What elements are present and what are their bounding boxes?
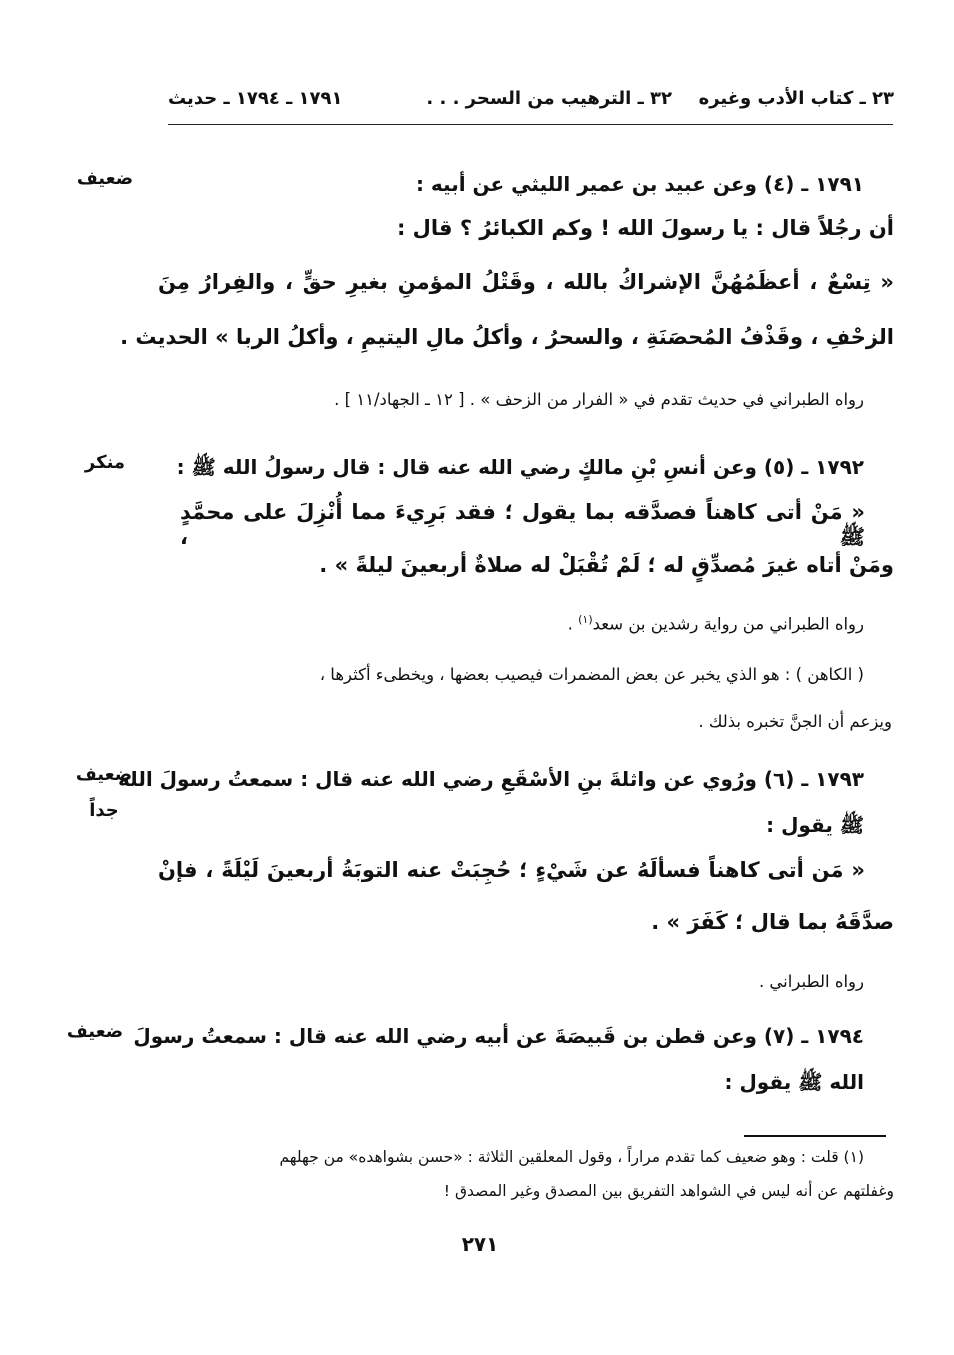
grade-label: ضعيف [76,168,134,189]
header-section: ٣٢ ـ الترهيب من السحر . . . [426,88,672,109]
header-chapter: ٢٣ ـ كتاب الأدب وغيره [698,88,894,109]
source-text: رواه الطبراني من رواية رشدين بن سعد [592,614,864,634]
hadith-text-line: الزحْفِ ، وقَذْفُ المُحصَنَةِ ، والسحرُ ، وأكلُ مالِ اليتيمِ ، وأكلُ الربا » الحديث . [120,325,894,349]
hadith-intro: ١٧٩٢ ـ (٥) وعن أنسِ بْنِ مالكٍ رضي الله عنه قال : قال رسولُ الله ﷺ : [176,455,864,479]
hadith-text-line: « تِسْعٌ ، أعظَمُهُنَّ الإشراكُ بالله ، وقَتْلُ المؤمنِ بغيرِ حقٍّ ، والفِرارُ مِنَ [158,270,894,294]
footnote-text: (١) قلت : وهو ضعيف كما تقدم مراراً ، وقول المعلقين الثلاثة : «حسن بشواهده» من جهلهم [279,1148,864,1166]
hadith-text-line: « مَن أتى كاهناً فسألَهُ عن شَيْءٍ ؛ حُجِبَتْ عنه التوبَةُ أربعينَ لَيْلَةً ، فإنْ [158,858,865,882]
hadith-intro: ١٧٩٣ ـ (٦) ورُوي عن واثلةَ بنِ الأسْقَعِ رضي الله عنه قال : سمعتُ رسولَ الله [118,767,864,791]
hadith-text-line: أن رجُلاً قال : يا رسولَ الله ! وكم الكبائرُ ؟ قال : [396,216,894,240]
header-hadith-range: ١٧٩١ ـ ١٧٩٤ ـ حديث [168,88,343,109]
gloss-text: ويزعم أن الجنَّ تخبره بذلك . [698,712,892,731]
hadith-intro: ١٧٩١ ـ (٤) وعن عبيد بن عمير الليثي عن أبيه : [415,172,864,196]
grade-label: ضعيف [66,1021,124,1042]
footnote-rule [744,1135,886,1137]
hadith-intro: ﷺ يقول : [766,813,864,837]
footnote-reference[interactable]: (١) [578,613,593,626]
hadith-intro: ١٧٩٤ ـ (٧) وعن قطن بن قَبيصَةَ عن أبيه رضي الله عنه قال : سمعتُ رسولَ [133,1024,864,1048]
hadith-text-line: ومَنْ أتاه غيرَ مُصدِّقٍ له ؛ لَمْ تُقْبَلْ له صلاةٌ أربعينَ ليلةً » . [319,553,894,577]
gloss-text: ( الكاهن ) : هو الذي يخبر عن بعض المضمرات فيصيب بعضها ، ويخطىء أكثرها ، [319,665,864,684]
grade-label: ضعيف [75,764,133,785]
grade-label: منكر [84,452,126,473]
hadith-source: رواه الطبراني في حديث تقدم في « الفرار من الزحف » . [ ١٢ ـ الجهاد/١١ ] . [334,390,864,409]
page-number: ٢٧١ [461,1232,499,1256]
header-rule [168,124,893,125]
grade-label: جداً [89,800,119,821]
hadith-source: رواه الطبراني من رواية رشدين بن سعد$^{(١)}$ . [567,613,864,634]
hadith-text-line: صدَّقَهُ بما قال ؛ كَفَرَ » . [651,910,894,934]
hadith-text-line: « مَنْ أتى كاهناً فصدَّقه بما يقول ؛ فقد بَرِيءَ مما أُنْزِلَ على محمَّدٍ ﷺ ، [180,500,865,549]
hadith-intro: الله ﷺ يقول : [724,1070,864,1094]
footnote-text: وغفلتهم عن أنه ليس في الشواهد التفريق بين المصدق وغير المصدق ! [443,1182,894,1200]
hadith-source: رواه الطبراني . [758,972,864,991]
